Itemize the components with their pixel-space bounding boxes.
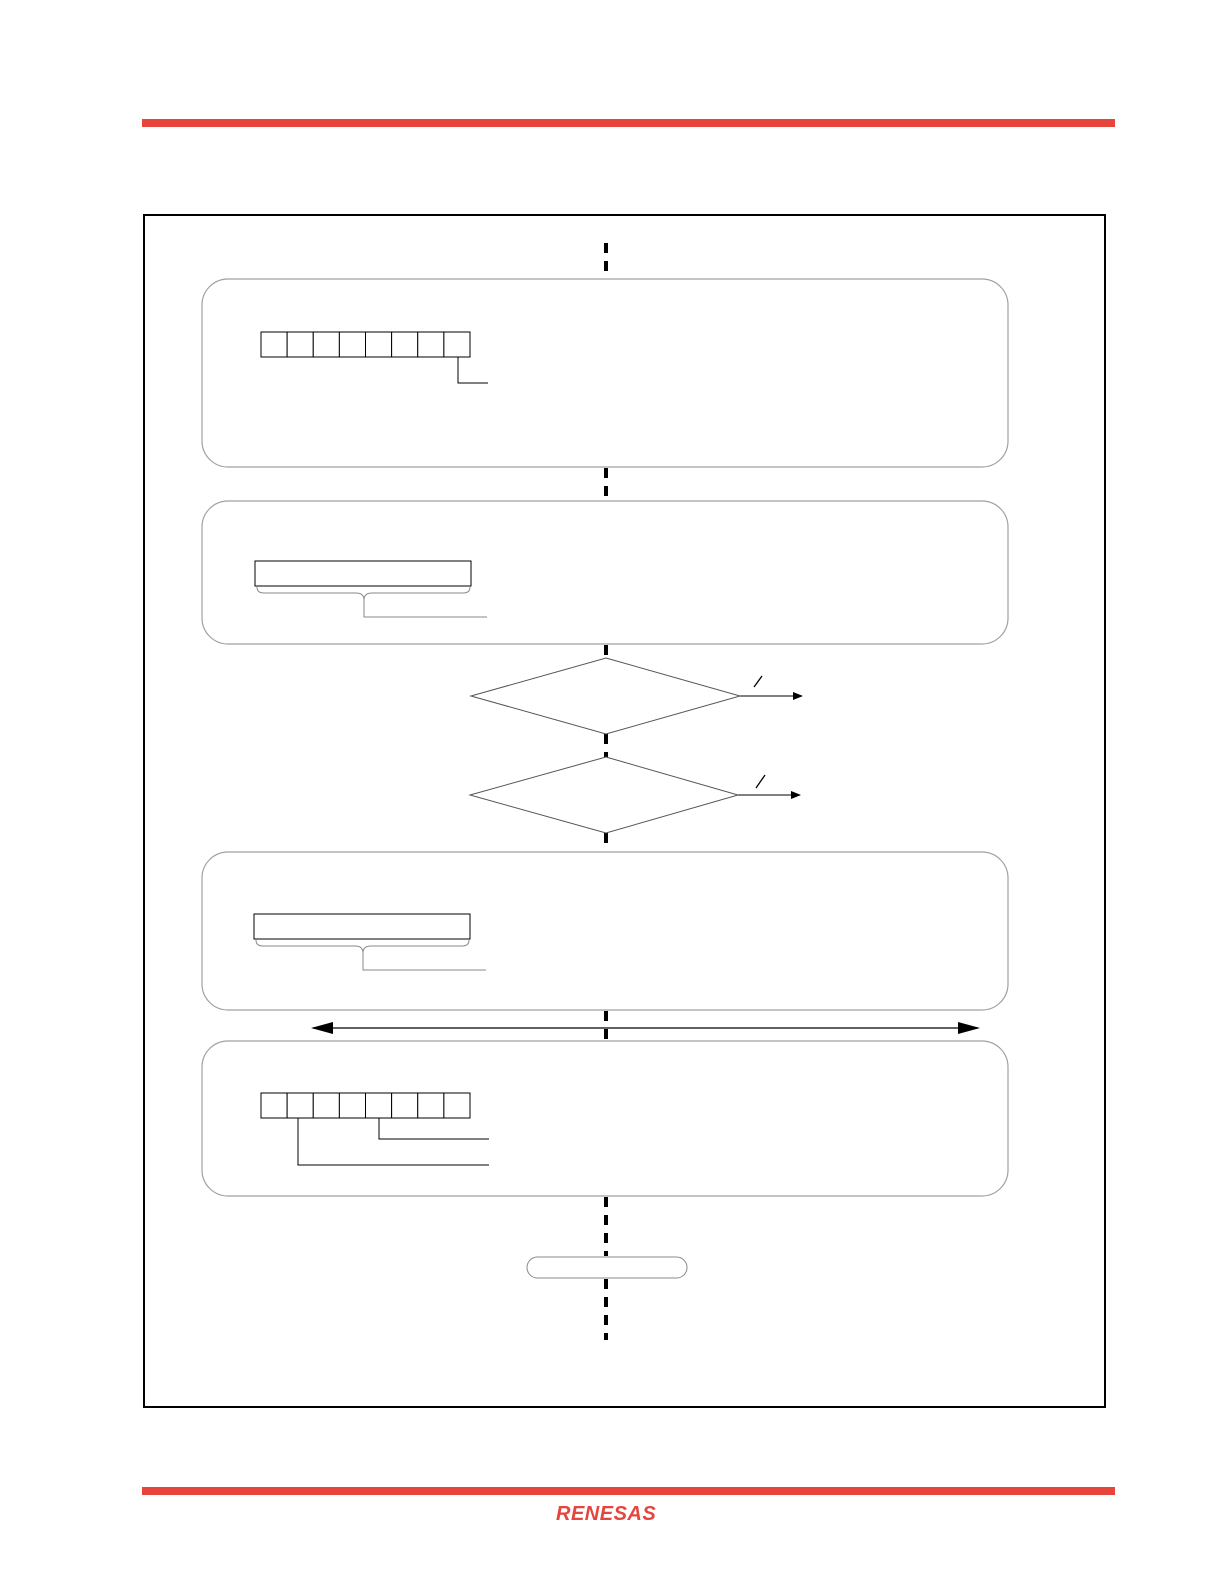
register-bit-cell [287, 1093, 313, 1118]
end-terminator [527, 1257, 687, 1278]
decision-diamond-1 [471, 658, 740, 734]
register-bit-cell [392, 332, 418, 357]
register-bit-cell [392, 1093, 418, 1118]
register-bit-cell [444, 1093, 470, 1118]
register-bit-cell [287, 332, 313, 357]
register-bit-cell [444, 332, 470, 357]
register-bit-cell [339, 1093, 365, 1118]
register-8bit-1 [261, 332, 470, 357]
register-bit-cell [366, 1093, 392, 1118]
register-bit-cell [261, 332, 287, 357]
decision-diamond-2 [470, 757, 738, 833]
register-bit-cell [261, 1093, 287, 1118]
decision-1-branch-slash [754, 676, 762, 687]
register-bit-cell [366, 332, 392, 357]
process-box-1 [202, 279, 1008, 467]
footer-accent-bar [142, 1487, 1115, 1495]
register-bit-cell [418, 1093, 444, 1118]
register-bit-cell [418, 332, 444, 357]
register-8bit-2 [261, 1093, 470, 1118]
decision-2-branch-slash [756, 775, 765, 788]
register-wide-2 [254, 914, 470, 939]
renesas-logo: RENESAS [556, 1503, 657, 1525]
register-bit-cell [313, 1093, 339, 1118]
register-wide-1 [255, 561, 471, 586]
register-bit-cell [339, 332, 365, 357]
register-bit-cell [313, 332, 339, 357]
